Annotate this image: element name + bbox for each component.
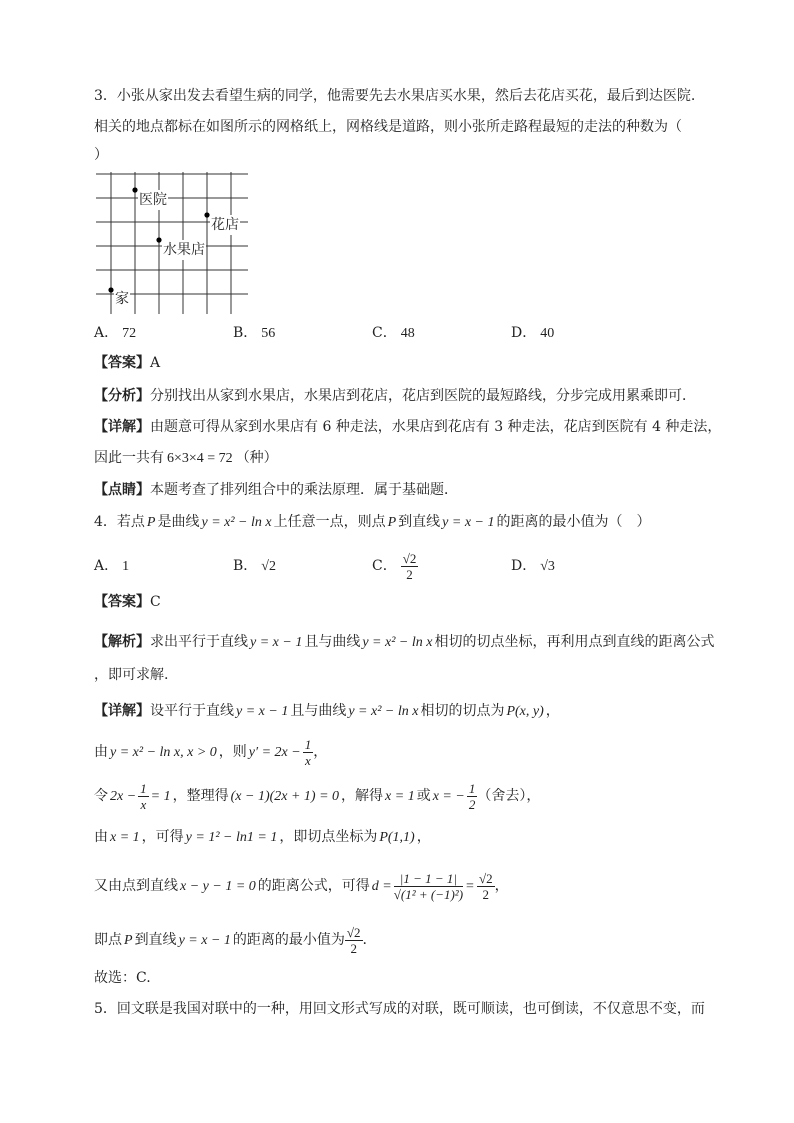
q4-answer: 【答案】C xyxy=(94,594,161,610)
label-hospital: 医院 xyxy=(139,192,167,208)
q5-stem-line1: 5．回文联是我国对联中的一种，用回文形式写成的对联，既可顺读，也可倒读，不仅意思不变，而 xyxy=(94,1001,705,1017)
q4-detail-line1: 【详解】设平行于直线 y = x − 1 且与曲线 y = x² − ln x 相切的切点为 P(x, y) ， xyxy=(94,703,560,719)
q4-option-d: D． √3 xyxy=(511,558,555,574)
q4-option-c: C． $\frac{√2}{2}$ xyxy=(372,550,417,582)
label-flower-shop: 花店 xyxy=(211,217,239,233)
home-dot xyxy=(108,287,113,292)
q4-analysis-line2: ，即可求解. xyxy=(94,667,169,683)
q3-option-c: C． 48 xyxy=(372,325,415,341)
q3-detail-line2: 因此一共有 6×3×4 = 72 （种） xyxy=(94,450,278,466)
q4-detail-line4: 由 x = 1 ，可得 y = 1² − ln1 = 1 ，即切点坐标为 P(1,1) ， xyxy=(94,829,431,845)
label-fruit-shop: 水果店 xyxy=(163,242,205,258)
q4-detail-line3: 令 2x − $\frac{1}{x}$ = 1 ，整理得 (x − 1)(2x + 1) = 0 ，解得 x = 1 或 x = − $\frac{1}{2}$ （舍去）， xyxy=(94,780,541,812)
q3-comment: 【点睛】本题考查了排列组合中的乘法原理．属于基础题． xyxy=(94,482,458,498)
q4-detail-line2: 由 y = x² − ln x, x > 0 ，则 y′ = 2x − $\frac{1}{x}$ ， xyxy=(94,736,328,768)
q3-stem-line3: ） xyxy=(94,147,108,163)
q4-analysis-line1: 【解析】求出平行于直线 y = x − 1 且与曲线 y = x² − ln x 相切的切点坐标，再利用点到直线的距离公式 xyxy=(94,634,715,650)
label-home: 家 xyxy=(115,291,129,307)
q4-detail-line6: 即点 P 到直线 y = x − 1 的距离的最小值为 $\frac{√2}{2}$ . xyxy=(94,924,367,956)
q3-option-d: D． 40 xyxy=(511,325,555,341)
fruit-dot xyxy=(156,237,161,242)
q3-stem-line2: 相关的地点都标在如图所示的网格纸上，网格线是道路，则小张所走路程最短的走法的种数为（ xyxy=(94,119,682,135)
q4-stem: 4．若点 P 是曲线 y = x² − ln x 上任意一点，则点 P 到直线 y = x − 1 的距离的最小值为（ ） xyxy=(94,514,651,530)
flower-dot xyxy=(204,212,209,217)
q3-detail-line1: 【详解】由题意可得从家到水果店有 6 种走法，水果店到花店有 3 种走法，花店到医院有 4 种走法， xyxy=(94,419,722,435)
q3-analysis: 【分析】分别找出从家到水果店，水果店到花店，花店到医院的最短路线，分步完成用累乘即可． xyxy=(94,388,696,404)
q4-detail-line5: 又由点到直线 x − y − 1 = 0 的距离公式，可得 d = $\frac{|1 - 1 - 1|}{\text{√(1² + (−1)²)}}$ = $\frac{√2}{2}$ ， xyxy=(94,870,509,902)
q3-answer: 【答案】A xyxy=(94,355,161,371)
q4-option-b: B． √2 xyxy=(233,558,276,574)
hospital-dot xyxy=(132,187,137,192)
q4-option-a: A． 1 xyxy=(94,558,130,574)
q3-stem-line1: 3．小张从家出发去看望生病的同学，他需要先去水果店买水果，然后去花店买花，最后到达医院. xyxy=(94,88,696,104)
q3-option-b: B． 56 xyxy=(233,325,276,341)
q3-option-a: A． 72 xyxy=(94,325,137,341)
q4-choose: 故选：C. xyxy=(94,970,151,986)
